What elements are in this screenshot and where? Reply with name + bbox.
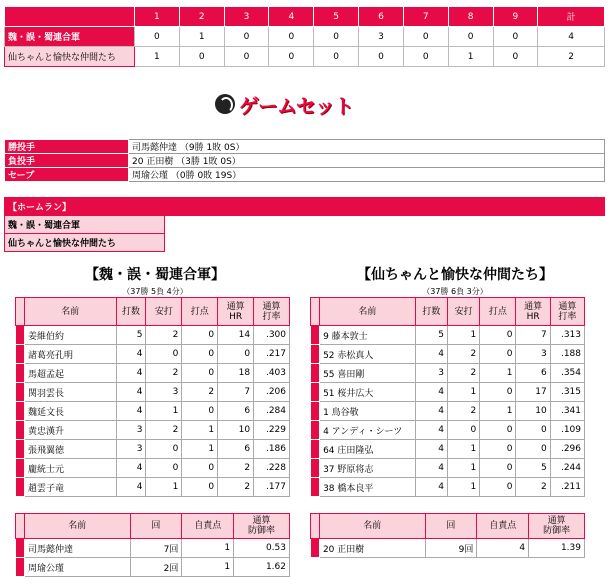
stat-cell: 4 [415,478,447,497]
homerun-header-row [5,198,605,216]
stat-cell: 0 [516,440,550,459]
row-marker [16,539,25,558]
row-marker [16,558,25,577]
stat-cell: 0 [182,459,218,478]
stat-cell: 1 [182,421,218,440]
stat-cell: 0 [480,421,516,440]
stat-cell: 2 [447,345,479,364]
stat-cell: 0 [480,440,516,459]
col-header: 自責点 [182,514,234,539]
stat-cell: 4 [116,459,146,478]
col-header: 打点 [480,298,516,326]
row-marker [311,326,320,345]
stat-cell: 4 [415,383,447,402]
stat-cell: 18 [218,364,254,383]
homerun-value [165,234,605,252]
table-row [311,345,585,364]
col-header: 通算 打率 [254,298,290,326]
stat-cell: 0 [182,345,218,364]
team-name: 魏・誤・蜀連合軍 [5,27,135,47]
stat-cell: .403 [254,364,290,383]
player-name: 4 アンディ・シーツ [320,421,416,440]
col-header: 名前 [319,514,425,539]
stat-cell: 1 [182,558,234,577]
player-name: 55 喜田剛 [320,364,416,383]
stat-cell: .211 [550,478,584,497]
inning-score: 1 [448,47,493,67]
stat-cell: 0 [480,383,516,402]
row-marker [311,478,320,497]
inning-score: 0 [269,27,314,47]
table-row [311,539,585,558]
stat-cell: 6 [218,440,254,459]
right-batting-table [310,297,585,497]
stat-cell: 3 [516,345,550,364]
game-set-logo [215,93,385,118]
stat-cell: 9回 [425,539,477,558]
stat-cell: .341 [550,402,584,421]
inning-score: 0 [224,27,269,47]
pitching-header-row [311,514,585,539]
player-name: 趙雲子竜 [24,478,116,497]
stat-cell: 4 [116,345,146,364]
col-header: 自責点 [477,514,529,539]
batting-header-row [311,298,585,326]
table-row [311,440,585,459]
batting-header-row [16,298,290,326]
row-marker [16,478,25,497]
col-header: 安打 [447,298,479,326]
stat-cell: 4 [116,402,146,421]
stat-cell: 2 [218,478,254,497]
stat-cell: .300 [254,326,290,345]
stat-cell: 0 [146,345,182,364]
stat-cell: 4 [477,539,529,558]
stat-cell: .296 [550,440,584,459]
player-name: 9 藤本敦士 [320,326,416,345]
stat-cell: 0 [516,421,550,440]
col-header: 通算 防御率 [529,514,585,539]
player-name: 張飛翼徳 [24,440,116,459]
stat-cell: 4 [415,440,447,459]
stat-cell: 1 [447,478,479,497]
stat-cell: 0 [182,478,218,497]
player-name: 諸葛亮孔明 [24,345,116,364]
stat-cell: 0 [480,326,516,345]
col-header: 打数 [116,298,146,326]
player-name: 38 橋本良平 [320,478,416,497]
stat-cell: 0 [146,459,182,478]
left-team-record: （37勝 5負 4分） [122,287,188,296]
col-header: 名前 [24,514,130,539]
stat-cell: 1 [182,539,234,558]
col-header: 回 [130,514,182,539]
inning-score: 0 [403,47,448,67]
row-marker [311,402,320,421]
stat-cell: 4 [116,478,146,497]
homerun-row [5,234,605,252]
inning-score: 3 [359,27,404,47]
table-row [16,459,290,478]
player-name: 20 正田樹 [319,539,425,558]
result-label: 勝投手 [5,140,129,154]
homerun-table [4,197,605,252]
stat-cell: 2 [218,459,254,478]
stat-cell: .206 [254,383,290,402]
stat-cell: .315 [550,383,584,402]
inning-header: 5 [314,7,359,27]
row-marker [311,440,320,459]
stat-cell: .186 [254,440,290,459]
col-header: 通算 HR [218,298,254,326]
row-marker [16,345,25,364]
inning-score: 0 [135,27,180,47]
table-row [16,421,290,440]
stat-cell: 1 [480,364,516,383]
table-row [16,345,290,364]
total-score: 2 [538,47,605,67]
row-marker [16,383,25,402]
col-header: 回 [425,514,477,539]
row-marker [16,459,25,478]
stat-cell: 6 [218,402,254,421]
row-marker [311,383,320,402]
stat-cell: 1 [182,440,218,459]
stat-cell: 10 [218,421,254,440]
team-name: 仙ちゃんと愉快な仲間たち [5,47,135,67]
homerun-value [165,216,605,234]
stat-cell: 3 [415,364,447,383]
total-header: 計 [538,7,605,27]
stat-cell: 6 [516,364,550,383]
stat-cell: 1 [447,459,479,478]
stat-cell: 0 [480,345,516,364]
col-header: 通算 打率 [550,298,584,326]
stat-cell: 0 [218,345,254,364]
stat-cell: 2回 [130,558,182,577]
stat-cell: 2 [447,364,479,383]
homerun-team: 魏・誤・蜀連合軍 [5,216,165,234]
player-name: 52 赤松真人 [320,345,416,364]
stat-cell: 1 [480,402,516,421]
stat-cell: 0 [480,459,516,478]
player-name: 姜維伯約 [24,326,116,345]
table-row [311,402,585,421]
inning-header: 9 [493,7,538,27]
stat-cell: 3 [146,383,182,402]
row-marker [311,364,320,383]
result-row [5,168,605,182]
result-label: セーブ [5,168,129,182]
inning-score: 0 [493,47,538,67]
table-row [311,421,585,440]
stat-cell: 1 [146,478,182,497]
left-pitching-table [15,513,290,577]
left-batting-table [15,297,290,497]
stat-cell: 5 [415,326,447,345]
table-row [16,383,290,402]
stat-cell: .354 [550,364,584,383]
table-row [311,478,585,497]
player-name: 魏延文長 [24,402,116,421]
stat-cell: 3 [116,421,146,440]
row-marker [16,326,25,345]
stat-cell: 0 [447,421,479,440]
stat-cell: .217 [254,345,290,364]
game-set-text: ゲームセット [239,93,353,118]
table-row [311,326,585,345]
col-header: 安打 [146,298,182,326]
inning-header: 4 [269,7,314,27]
stat-cell: 2 [146,326,182,345]
player-name: 黄忠漢升 [24,421,116,440]
inning-header: 8 [448,7,493,27]
stat-cell: 4 [116,364,146,383]
row-marker [16,298,25,326]
row-marker [16,421,25,440]
stat-cell: .177 [254,478,290,497]
right-team-title: 【仙ちゃんと愉快な仲間たち】 [357,267,553,283]
inning-score: 0 [314,47,359,67]
stat-cell: 7 [516,326,550,345]
stat-cell: .313 [550,326,584,345]
table-row [311,383,585,402]
inning-score: 0 [224,47,269,67]
stat-cell: 0 [182,402,218,421]
stat-cell: 2 [447,402,479,421]
stat-cell: 4 [415,421,447,440]
stat-cell: 4 [415,459,447,478]
inning-score: 0 [359,47,404,67]
stat-cell: 1 [447,440,479,459]
table-row [16,402,290,421]
stat-cell: 2 [516,478,550,497]
result-label: 負投手 [5,154,129,168]
row-marker [311,459,320,478]
stat-cell: 7回 [130,539,182,558]
inning-header: 6 [359,7,404,27]
stat-cell: 0 [182,364,218,383]
stat-cell: 0 [480,478,516,497]
table-row [16,478,290,497]
stat-cell: 1 [447,326,479,345]
inning-score: 0 [493,27,538,47]
inning-score: 0 [314,27,359,47]
stat-cell: 7 [218,383,254,402]
row-marker [16,440,25,459]
table-row [16,558,290,577]
stat-cell: 10 [516,402,550,421]
col-header: 通算 HR [516,298,550,326]
player-name: 64 庄田隆弘 [320,440,416,459]
col-header: 打数 [415,298,447,326]
row-marker [16,402,25,421]
stat-cell: 4 [415,402,447,421]
stat-cell: 4 [116,383,146,402]
inning-score: 0 [179,47,224,67]
linescore-row-visitor [5,27,605,47]
player-name: 周瑜公瑾 [24,558,130,577]
inning-header: 1 [135,7,180,27]
table-row [16,364,290,383]
linescore-header-row [5,7,605,27]
stat-cell: .244 [550,459,584,478]
stat-cell: 2 [146,364,182,383]
right-pitching-table [310,513,585,558]
linescore-row-home [5,47,605,67]
player-name: 37 野原将志 [320,459,416,478]
result-row [5,154,605,168]
linescore-table [4,6,605,67]
linescore-corner [5,7,135,27]
col-header: 名前 [320,298,416,326]
table-row [16,539,290,558]
stat-cell: .229 [254,421,290,440]
player-name: 1 鳥谷敬 [320,402,416,421]
stat-cell: 0 [182,326,218,345]
table-row [311,459,585,478]
stat-cell: 2 [146,421,182,440]
homerun-row [5,216,605,234]
stat-cell: 5 [116,326,146,345]
stat-cell: 1 [146,402,182,421]
total-score: 4 [538,27,605,47]
result-row [5,140,605,154]
player-name: 関羽雲長 [24,383,116,402]
player-name: 51 桜井広大 [320,383,416,402]
right-team-record: （37勝 6負 3分） [422,287,488,296]
stat-cell: .188 [550,345,584,364]
stat-cell: 0.53 [234,539,290,558]
stat-cell: .284 [254,402,290,421]
row-marker [311,298,320,326]
row-marker [16,514,25,539]
result-value: 司馬懿仲達 （9勝 1敗 0S） [129,140,605,154]
inning-score: 0 [403,27,448,47]
stat-cell: 17 [516,383,550,402]
stat-cell: 14 [218,326,254,345]
inning-score: 1 [135,47,180,67]
col-header: 通算 防御率 [234,514,290,539]
pitcher-results-table [4,139,605,182]
inning-header: 2 [179,7,224,27]
homerun-title: 【ホームラン】 [5,198,605,216]
stat-cell: 2 [182,383,218,402]
inning-score: 0 [448,27,493,47]
pitching-header-row [16,514,290,539]
baseball-icon [215,94,235,114]
table-row [16,326,290,345]
player-name: 龐統士元 [24,459,116,478]
inning-score: 0 [269,47,314,67]
stat-cell: 0 [146,440,182,459]
stat-cell: .109 [550,421,584,440]
inning-score: 1 [179,27,224,47]
stat-cell: 4 [415,345,447,364]
row-marker [311,514,320,539]
row-marker [311,345,320,364]
stat-cell: .228 [254,459,290,478]
result-value: 周瑜公瑾 （0勝 0敗 19S） [129,168,605,182]
left-team-title: 【魏・誤・蜀連合軍】 [85,267,225,283]
inning-header: 7 [403,7,448,27]
table-row [311,364,585,383]
table-row [16,440,290,459]
row-marker [16,364,25,383]
inning-header: 3 [224,7,269,27]
row-marker [311,421,320,440]
stat-cell: 3 [116,440,146,459]
stat-cell: 1.39 [529,539,585,558]
stat-cell: 1 [447,383,479,402]
stat-cell: 5 [516,459,550,478]
player-name: 司馬懿仲達 [24,539,130,558]
row-marker [311,539,320,558]
col-header: 打点 [182,298,218,326]
result-value: 20 正田樹 （3勝 1敗 0S） [129,154,605,168]
col-header: 名前 [24,298,116,326]
homerun-team: 仙ちゃんと愉快な仲間たち [5,234,165,252]
player-name: 馬超孟起 [24,364,116,383]
stat-cell: 1.62 [234,558,290,577]
